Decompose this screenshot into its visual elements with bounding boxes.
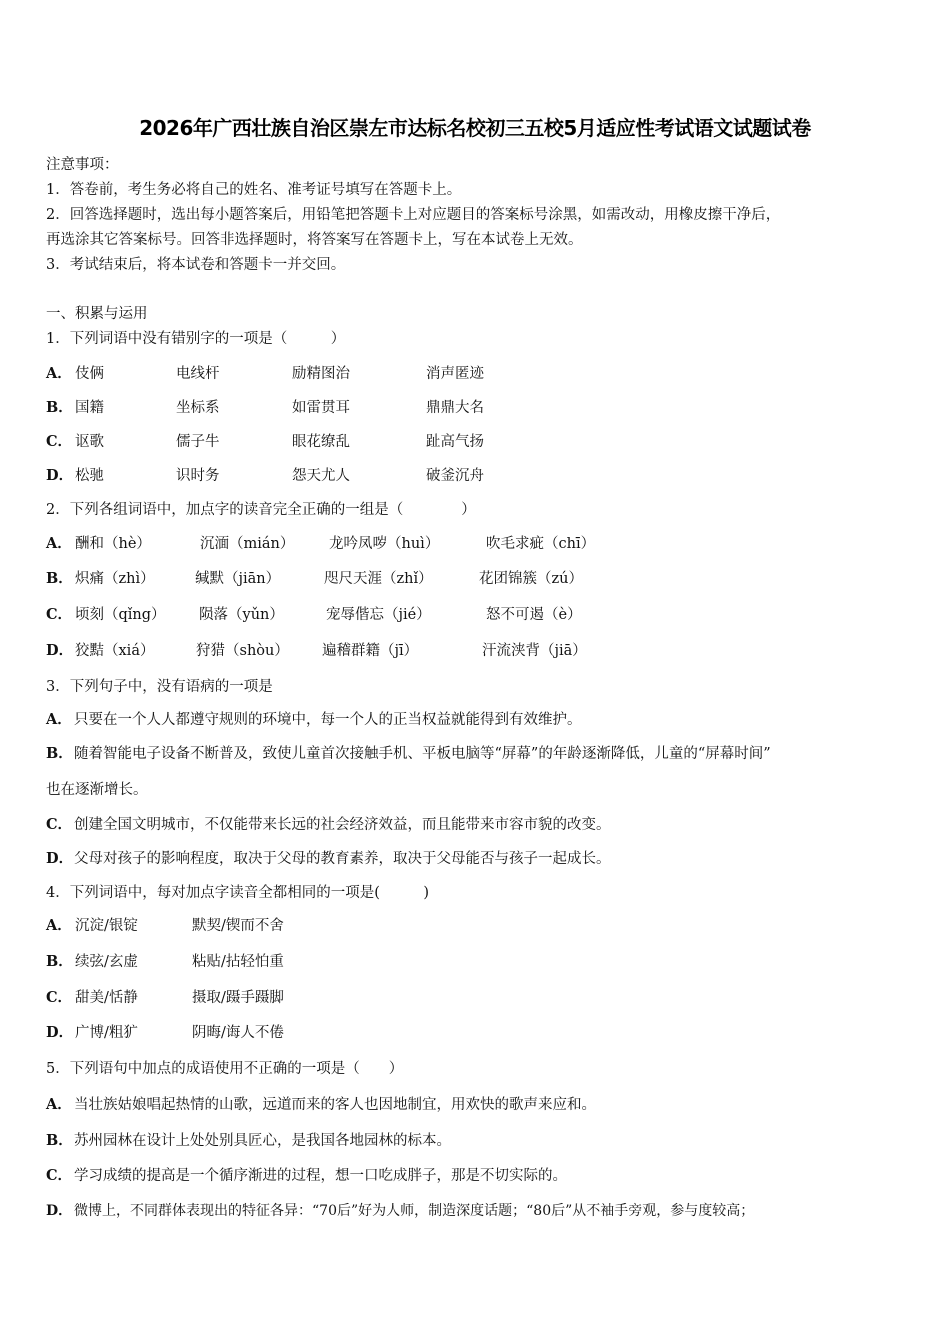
option-word: 国籍: [75, 400, 104, 416]
option-word: 讴歌: [75, 434, 104, 450]
question-2-option-d: [46, 639, 646, 661]
question-4-option-d: [46, 1021, 366, 1043]
option-text: 微博上，不同群体表现出的特征各异：“70后”好为人师，制造深度话题；“80后”从不袖手旁观，参与度较高；: [74, 1203, 755, 1219]
question-stem-4: 4．下列词语中，每对加点字读音全都相同的一项是( ): [46, 885, 430, 901]
question-1-option-d: [46, 464, 566, 486]
question-stem-3: 3．下列句子中，没有语病的一项是: [46, 679, 273, 695]
option-word: 广博/粗犷: [75, 1025, 138, 1041]
page-title: 2026年广西壮族自治区崇左市达标名校初三五校5月适应性考试语文试题试卷: [139, 116, 811, 140]
option-text: 父母对孩子的影响程度，取决于父母的教育素养，取决于父母能否与孩子一起成长。: [74, 851, 611, 867]
option-word: 坐标系: [176, 400, 220, 416]
option-label: D．: [46, 1203, 73, 1219]
option-word: 沉湎（mián）: [200, 536, 295, 552]
option-word: 宠辱偕忘（jié）: [326, 607, 431, 623]
notice-item: 2．回答选择题时，选出每小题答案后，用铅笔把答题卡上对应题目的答案标号涂黑，如需改动，用橡皮擦干净后，: [46, 207, 781, 223]
section-heading: 一、积累与运用: [46, 306, 148, 322]
option-word: 识时务: [176, 468, 220, 484]
question-3-option-b: [46, 742, 771, 763]
option-word: 顷刻（qǐng）: [75, 607, 166, 623]
question-5-option-d: [46, 1200, 754, 1220]
notice-item: 1．答卷前，考生务必将自己的姓名、准考证号填写在答题卡上。: [46, 182, 462, 198]
option-label: B．: [46, 399, 73, 416]
question-2-option-a: [46, 532, 646, 554]
option-label: D．: [46, 1024, 74, 1041]
question-stem-2: 2．下列各组词语中，加点字的读音完全正确的一组是（ ）: [46, 502, 476, 518]
option-word: 汗流浃背（jiā）: [482, 643, 587, 659]
option-label: C．: [46, 433, 73, 450]
option-word: 龙吟凤哕（huì）: [329, 536, 440, 552]
option-word: 伎俩: [75, 366, 104, 382]
option-label: D．: [46, 467, 74, 484]
option-text: 学习成绩的提高是一个循序渐进的过程，想一口吃成胖子，那是不切实际的。: [74, 1168, 567, 1184]
option-label: C．: [46, 606, 73, 623]
option-text: 当壮族姑娘唱起热情的山歌，远道而来的客人也因地制宜，用欢快的歌声来应和。: [74, 1097, 596, 1113]
notice-heading: 注意事项：: [46, 157, 119, 173]
option-text: 创建全国文明城市，不仅能带来长远的社会经济效益，而且能带来市容市貌的改变。: [74, 817, 611, 833]
option-label: D．: [46, 850, 74, 867]
question-1-option-a: [46, 362, 566, 384]
option-word: 摄取/蹑手蹑脚: [192, 990, 284, 1006]
option-word: 怒不可遏（è）: [486, 607, 582, 623]
option-label: B．: [46, 570, 73, 587]
option-word: 粘贴/拈轻怕重: [192, 954, 284, 970]
option-word: 电线杆: [176, 366, 220, 382]
question-4-option-c: [46, 986, 366, 1008]
option-word: 阴晦/诲人不倦: [192, 1025, 284, 1041]
option-label: C．: [46, 1167, 73, 1184]
option-label: A．: [46, 711, 72, 728]
option-word: 陨落（yǔn）: [199, 607, 284, 623]
question-5-option-b: [46, 1129, 451, 1150]
question-1-option-c: [46, 430, 566, 452]
question-1-option-b: [46, 396, 566, 418]
option-label: A．: [46, 917, 72, 934]
option-text: 只要在一个人人都遵守规则的环境中，每一个人的正当权益就能得到有效维护。: [74, 712, 582, 728]
option-word: 励精图治: [292, 366, 350, 382]
option-word: 咫尺天涯（zhǐ）: [324, 571, 433, 587]
question-3-option-c: [46, 813, 611, 834]
option-label: C．: [46, 816, 73, 833]
question-2-option-b: [46, 567, 646, 589]
question-5-option-a: [46, 1093, 596, 1114]
question-3-option-a: [46, 708, 582, 729]
option-label: A．: [46, 1096, 72, 1113]
option-word: 续弦/玄虚: [75, 954, 138, 970]
question-4-option-a: [46, 914, 366, 936]
option-label: B．: [46, 1132, 73, 1149]
option-label: D．: [46, 642, 74, 659]
option-label: A．: [46, 365, 72, 382]
option-word: 狡黠（xiá）: [75, 643, 155, 659]
option-word: 缄默（jiān）: [195, 571, 281, 587]
option-word: 消声匿迹: [426, 366, 484, 382]
option-label: B．: [46, 745, 73, 762]
option-word: 酬和（hè）: [75, 536, 151, 552]
notice-item: 3．考试结束后，将本试卷和答题卡一并交回。: [46, 257, 346, 273]
question-stem-1: 1．下列词语中没有错别字的一项是（ ）: [46, 331, 346, 347]
option-word: 趾高气扬: [426, 434, 484, 450]
question-3-option-d: [46, 847, 611, 868]
option-word: 破釜沉舟: [426, 468, 484, 484]
option-word: 甜美/恬静: [75, 990, 138, 1006]
option-text-continued: 也在逐渐增长。: [46, 782, 148, 798]
option-text: 随着智能电子设备不断普及，致使儿童首次接触手机、平板电脑等“屏幕”的年龄逐渐降低，儿童的“屏幕时间”: [74, 746, 771, 762]
option-label: A．: [46, 535, 72, 552]
option-word: 怨天尤人: [292, 468, 350, 484]
option-word: 吹毛求疵（chī）: [486, 536, 596, 552]
option-word: 眼花缭乱: [292, 434, 350, 450]
option-word: 如雷贯耳: [292, 400, 350, 416]
option-text: 苏州园林在设计上处处别具匠心，是我国各地园林的标本。: [74, 1133, 451, 1149]
question-2-option-c: [46, 603, 646, 625]
option-label: B．: [46, 953, 73, 970]
option-word: 狩猎（shòu）: [196, 643, 289, 659]
option-label: C．: [46, 989, 73, 1006]
question-4-option-b: [46, 950, 366, 972]
option-word: 松驰: [75, 468, 104, 484]
question-5-option-c: [46, 1164, 567, 1185]
option-word: 鼎鼎大名: [426, 400, 484, 416]
option-word: 儒子牛: [176, 434, 220, 450]
question-stem-5: 5．下列语句中加点的成语使用不正确的一项是（ ）: [46, 1061, 404, 1077]
option-word: 炽痛（zhì）: [75, 571, 155, 587]
option-word: 花团锦簇（zú）: [479, 571, 583, 587]
notice-item: 再选涂其它答案标号。回答非选择题时，将答案写在答题卡上，写在本试卷上无效。: [46, 232, 583, 248]
option-word: 沉淀/银锭: [75, 918, 138, 934]
option-word: 默契/锲而不舍: [192, 918, 284, 934]
option-word: 遍稽群籍（jī）: [322, 643, 419, 659]
